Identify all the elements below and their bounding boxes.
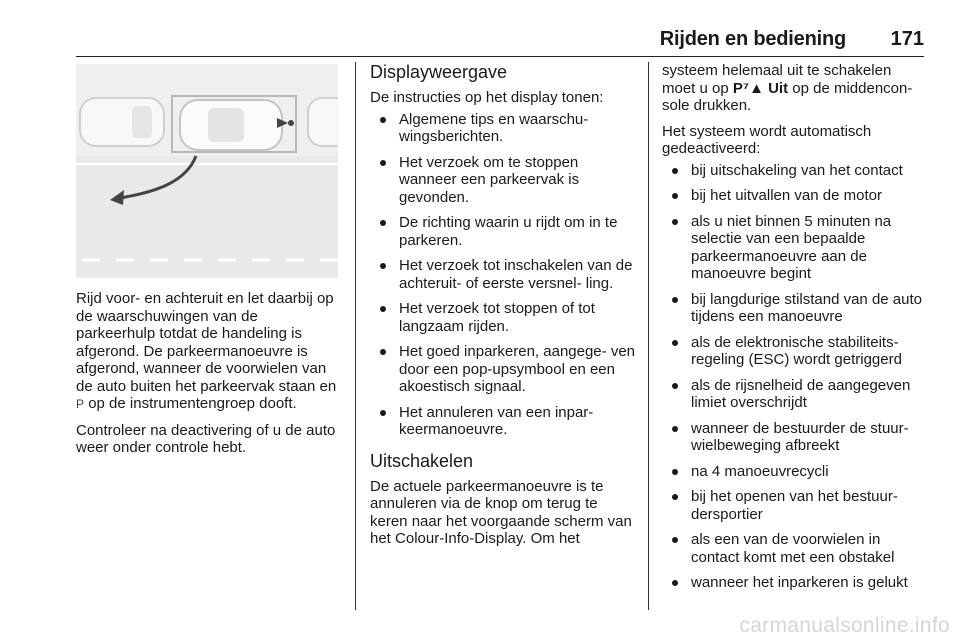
auto-deactivation-intro: Het systeem wordt automatisch gedeactiveerd: [662, 122, 872, 157]
list-item: Algemene tips en waarschu- wingsberichten. [370, 111, 635, 146]
disable-paragraph: De actuele parkeermanoeuvre is te annuleren via de knop om terug te keren naar het voorgaande scherm van het Colour-Info-Display. Om het [370, 477, 632, 547]
park-assist-off-button-label: P⁷▲ Uit [732, 79, 789, 97]
list-item: als de elektronische stabiliteits- regeling (ESC) wordt getriggerd [662, 334, 928, 369]
column-1 [76, 62, 341, 465]
disable-continued-text-a: systeem helemaal uit te schakelen moet u op [662, 62, 892, 97]
list-item: bij het uitvallen van de motor [662, 187, 928, 205]
column-divider-2 [648, 62, 649, 610]
list-item: Het verzoek tot inschakelen van de achteruit- of eerste versnel- ling. [370, 257, 635, 292]
heading-disable: Uitschakelen [370, 450, 474, 471]
heading-display: Displayweergave [370, 62, 508, 82]
page-number: 171 [890, 28, 924, 50]
list-item: Het verzoek om te stoppen wanneer een parkeervak is gevonden. [370, 154, 635, 207]
auto-deactivation-list [662, 162, 928, 592]
column-3 [662, 62, 928, 600]
list-item: als de rijsnelheid de aangegeven limiet overschrijdt [662, 377, 928, 412]
list-item: bij uitschakeling van het contact [662, 162, 928, 180]
list-item: als u niet binnen 5 minuten na selectie van een bepaalde parkeermanoeuvre aan de manoeuvre begint [662, 213, 928, 283]
column-2 [370, 62, 635, 556]
list-item: De richting waarin u rijdt om in te parkeren. [370, 214, 635, 249]
disable-continued-text-b: op de middencon- sole drukken. [662, 79, 913, 114]
paragraph-completion-text-b: op de instrumentengroep dooft. [88, 395, 297, 412]
list-item: wanneer de bestuurder de stuur- wielbeweging afbreekt [662, 420, 928, 455]
disable-continued [662, 62, 928, 115]
list-item: Het goed inparkeren, aangege- ven door een pop-upsymbool en een akoestisch signaal. [370, 343, 635, 396]
display-instructions-list [370, 111, 635, 439]
watermark: carmanualsonline.info [739, 614, 950, 637]
parking-icon: P [76, 397, 85, 411]
list-item: bij langdurige stilstand van de auto tijdens een manoeuvre [662, 291, 928, 326]
list-item: na 4 manoeuvrecycli [662, 463, 928, 481]
list-item: Het verzoek tot stoppen of tot langzaam rijden. [370, 300, 635, 335]
column-divider-1 [355, 62, 356, 610]
list-item: wanneer het inparkeren is gelukt [662, 574, 928, 592]
section-title: Rijden en bediening [659, 28, 846, 50]
paragraph-completion [76, 290, 341, 414]
page-header [76, 26, 924, 57]
display-intro: De instructies op het display tonen: [370, 89, 604, 106]
list-item: bij het openen van het bestuur- dersportier [662, 488, 928, 523]
list-item: Het annuleren van een inpar- keermanoeuvre. [370, 404, 635, 439]
list-item: als een van de voorwielen in contact komt met een obstakel [662, 531, 928, 566]
paragraph-control: Controleer na deactivering of u de auto weer onder controle hebt. [76, 421, 336, 456]
paragraph-completion-text-a: Rijd voor- en achteruit en let daarbij op de waarschuwingen van de parkeerhulp totdat de handeling is afgerond. De parkeermanoeuvre is afgerond, wanneer de voorwielen van de auto buiten het parkeervak staan en [76, 290, 337, 395]
